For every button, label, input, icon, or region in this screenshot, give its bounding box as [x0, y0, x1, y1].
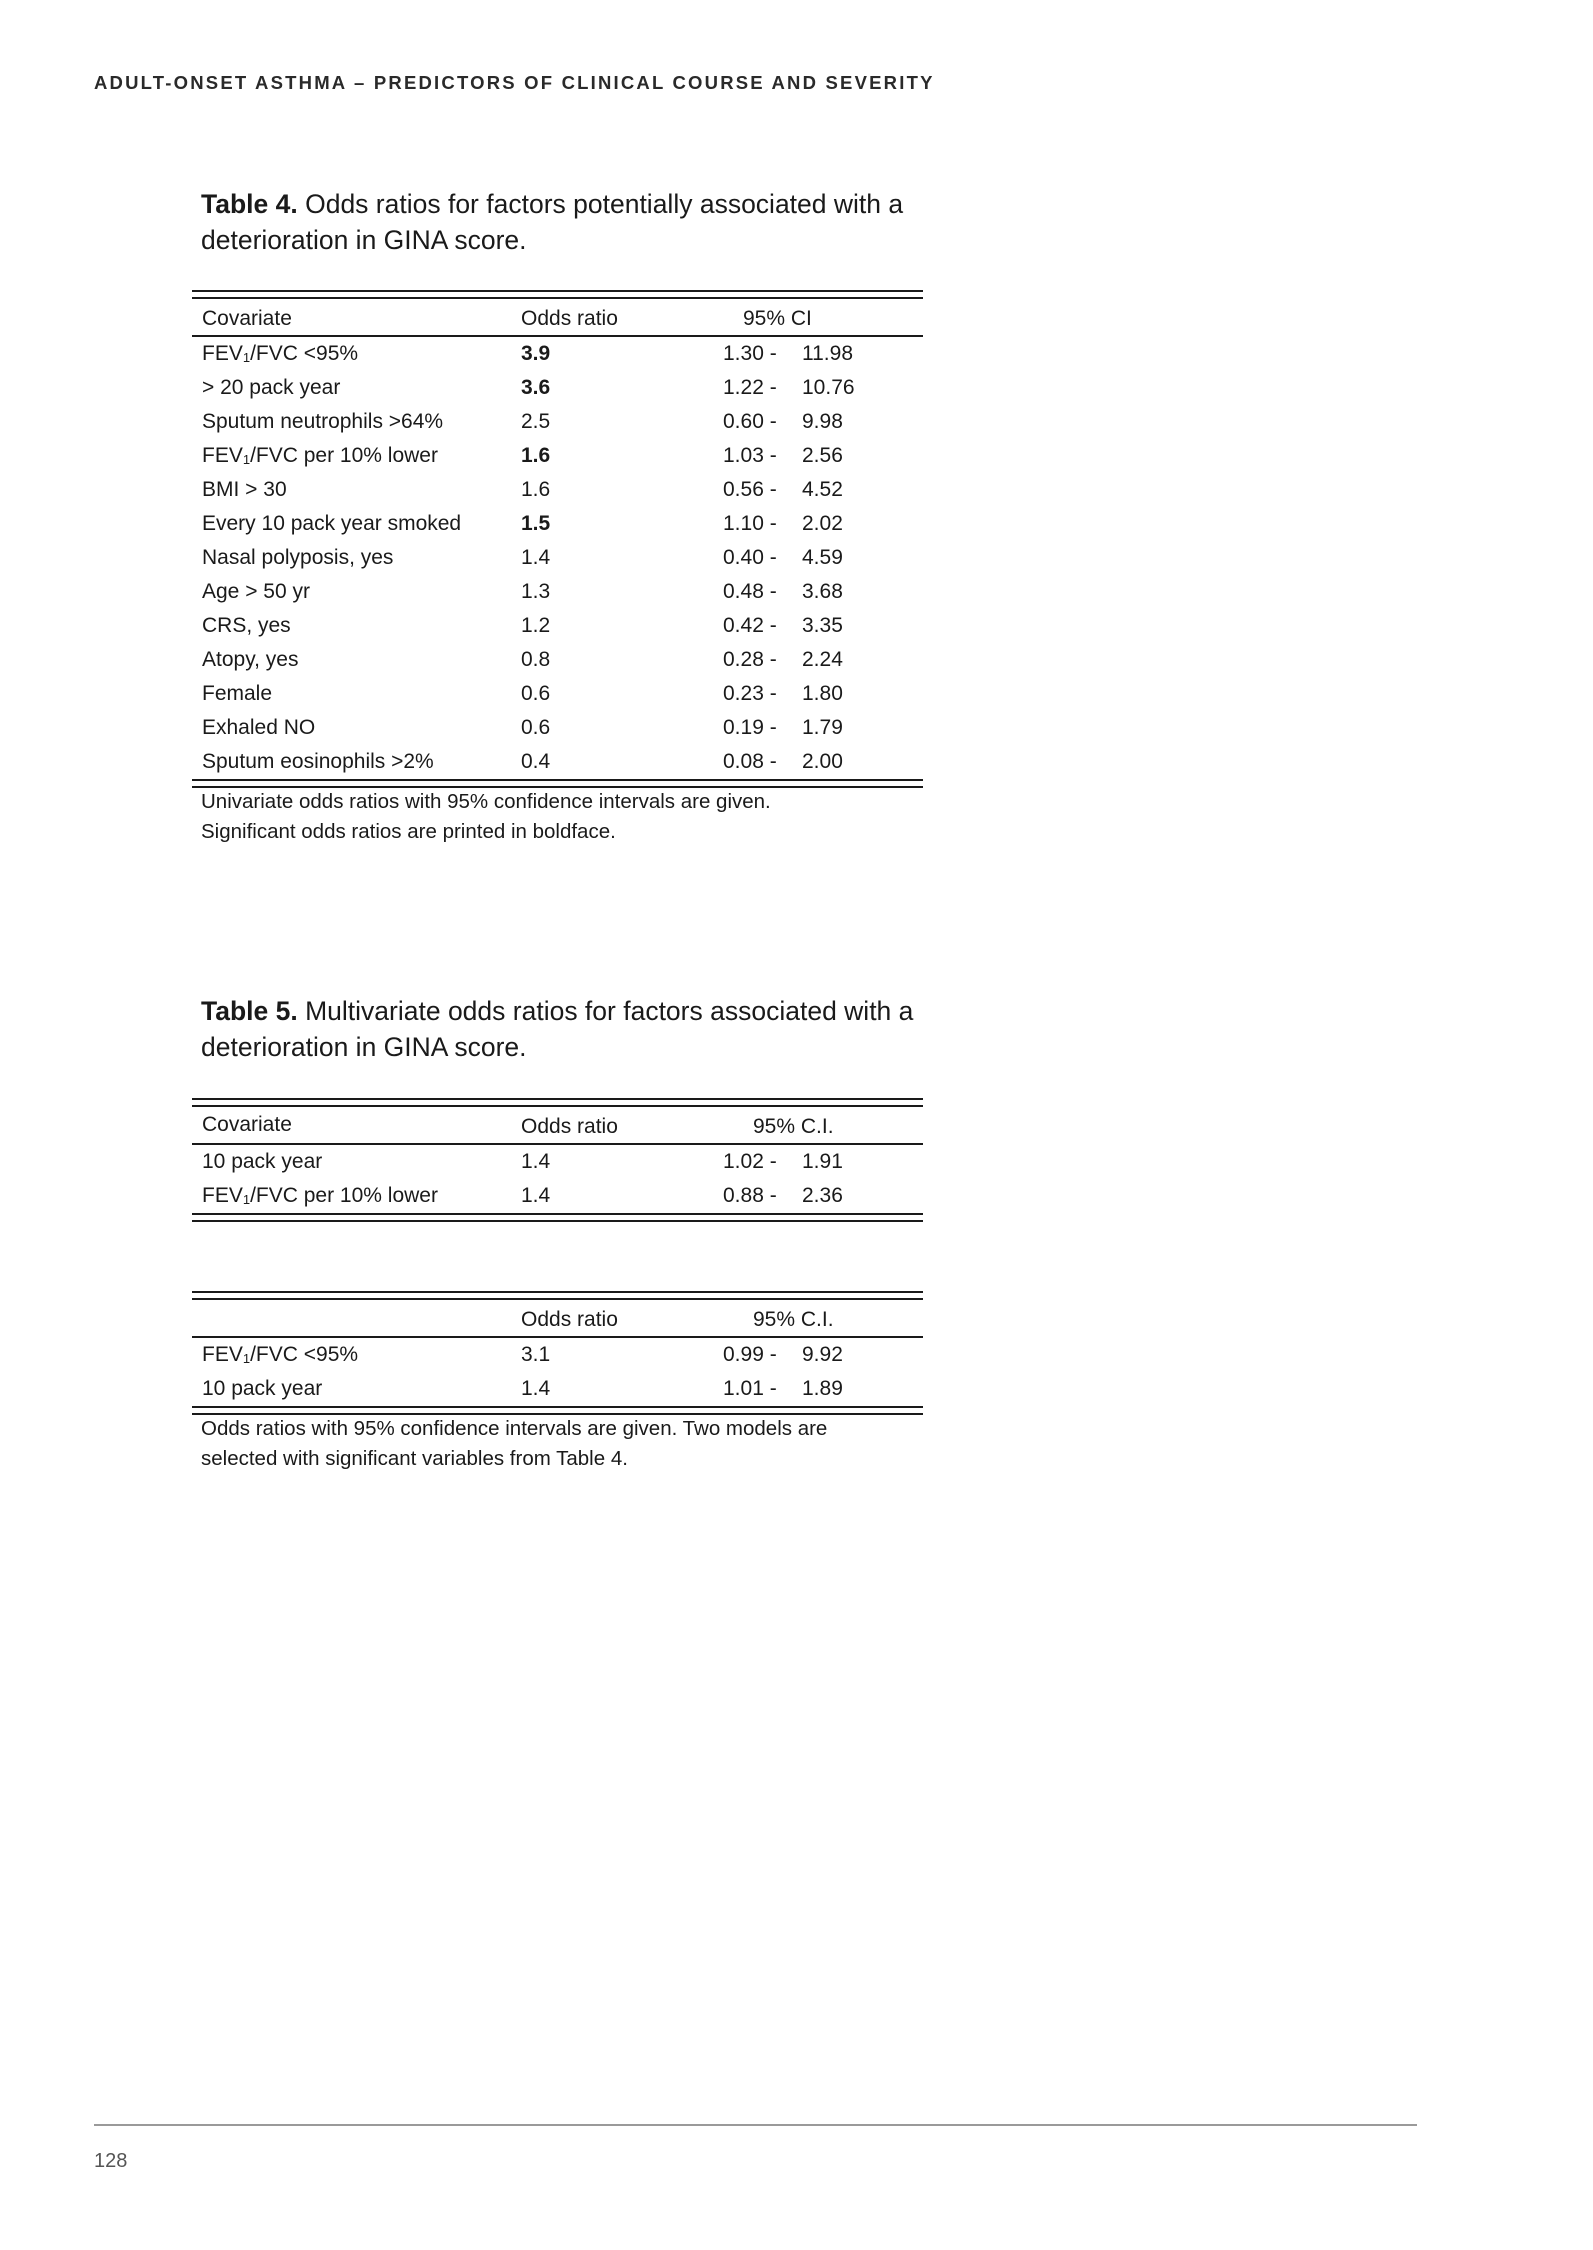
ci-upper-cell: 2.56 — [802, 444, 843, 467]
ci-upper-cell: 3.35 — [802, 614, 843, 637]
table-row — [192, 337, 923, 371]
odds-ratio-cell: 1.4 — [521, 546, 551, 569]
ci-upper-cell: 2.00 — [802, 750, 843, 773]
table-header-row — [192, 1300, 923, 1338]
ci-lower-cell: 1.30 - — [723, 342, 777, 365]
covariate-text-tail: /FVC per 10% lower — [250, 444, 438, 467]
odds-ratio-cell: 0.4 — [521, 750, 551, 773]
ci-upper-cell: 9.98 — [802, 410, 843, 433]
table-row — [192, 1179, 923, 1213]
ci-upper-cell: 2.36 — [802, 1184, 843, 1207]
covariate-text: > 20 pack year — [202, 376, 341, 399]
covariate-cell — [202, 1343, 358, 1367]
covariate-cell — [202, 580, 310, 604]
covariate-text: FEV — [202, 1184, 243, 1207]
table5-title: Multivariate odds ratios for factors associated with a deterioration in GINA score. — [201, 996, 914, 1062]
table-row — [192, 745, 923, 779]
subscript: 1 — [242, 350, 251, 365]
ci-lower-cell: 0.23 - — [723, 682, 777, 705]
covariate-text: Female — [202, 682, 273, 705]
odds-ratio-cell: 1.4 — [521, 1377, 551, 1400]
covariate-text: 10 pack year — [202, 1377, 323, 1400]
table5-model1 — [192, 1098, 923, 1222]
running-head: ADULT-ONSET ASTHMA – PREDICTORS OF CLINICAL COURSE AND SEVERITY — [94, 72, 935, 93]
covariate-text: FEV — [202, 1343, 243, 1366]
ci-lower-cell: 0.60 - — [723, 410, 777, 433]
table-body — [192, 337, 923, 779]
covariate-cell — [202, 1184, 438, 1208]
note-line: selected with significant variables from Table 4. — [201, 1447, 628, 1470]
header-odds-ratio: Odds ratio — [521, 1115, 618, 1138]
covariate-text-tail: /FVC <95% — [250, 342, 359, 365]
ci-lower-cell: 1.01 - — [723, 1377, 777, 1400]
covariate-text: Sputum neutrophils >64% — [202, 410, 444, 433]
ci-upper-cell: 9.92 — [802, 1343, 843, 1366]
odds-ratio-cell: 0.6 — [521, 682, 551, 705]
ci-upper-cell: 4.59 — [802, 546, 843, 569]
header-odds-ratio: Odds ratio — [521, 1308, 618, 1331]
ci-upper-cell: 1.91 — [802, 1150, 843, 1173]
covariate-text-tail: /FVC per 10% lower — [250, 1184, 438, 1207]
covariate-cell — [202, 342, 358, 366]
covariate-cell — [202, 1377, 322, 1401]
covariate-cell — [202, 750, 434, 774]
covariate-text: BMI > 30 — [202, 478, 287, 501]
table-body — [192, 1145, 923, 1213]
covariate-text: FEV — [202, 444, 243, 467]
ci-upper-cell: 11.98 — [802, 342, 853, 365]
covariate-text: Sputum eosinophils >2% — [202, 750, 434, 773]
ci-upper-cell: 1.79 — [802, 716, 843, 739]
odds-ratio-cell: 1.5 — [521, 512, 551, 535]
header-ci: 95% C.I. — [753, 1308, 834, 1331]
table5-note — [201, 1414, 941, 1474]
covariate-cell — [202, 614, 291, 638]
ci-upper-cell: 2.02 — [802, 512, 843, 535]
table4 — [192, 290, 923, 788]
table-row — [192, 541, 923, 575]
odds-ratio-cell: 0.6 — [521, 716, 551, 739]
table-row — [192, 1372, 923, 1406]
header-covariate: Covariate — [202, 1113, 292, 1136]
odds-ratio-cell: 1.3 — [521, 580, 551, 603]
odds-ratio-cell: 2.5 — [521, 410, 551, 433]
ci-upper-cell: 2.24 — [802, 648, 843, 671]
table-row — [192, 609, 923, 643]
table4-caption — [201, 186, 941, 258]
ci-upper-cell: 3.68 — [802, 580, 843, 603]
odds-ratio-cell: 3.6 — [521, 376, 551, 399]
table-row — [192, 711, 923, 745]
table-row — [192, 473, 923, 507]
table-row — [192, 439, 923, 473]
note-line: Odds ratios with 95% confidence intervals are given. Two models are — [201, 1417, 828, 1440]
covariate-text: Every 10 pack year smoked — [202, 512, 462, 535]
odds-ratio-cell: 3.9 — [521, 342, 551, 365]
covariate-cell — [202, 546, 393, 570]
ci-lower-cell: 1.02 - — [723, 1150, 777, 1173]
ci-lower-cell: 1.22 - — [723, 376, 777, 399]
table-header-row — [192, 299, 923, 337]
page-number: 128 — [94, 2150, 128, 2172]
odds-ratio-cell: 1.6 — [521, 478, 551, 501]
table4-title: Odds ratios for factors potentially associated with a deterioration in GINA score. — [201, 189, 904, 255]
table-row — [192, 405, 923, 439]
header-ci: 95% CI — [743, 307, 812, 330]
ci-lower-cell: 1.03 - — [723, 444, 777, 467]
table-top-rule — [192, 290, 923, 299]
table-row — [192, 643, 923, 677]
table-row — [192, 575, 923, 609]
table4-note — [201, 787, 941, 847]
subscript: 1 — [242, 1351, 251, 1366]
odds-ratio-cell: 1.6 — [521, 444, 551, 467]
table5-label: Table 5. — [201, 996, 298, 1026]
ci-upper-cell: 1.80 — [802, 682, 843, 705]
ci-lower-cell: 1.10 - — [723, 512, 777, 535]
covariate-text: FEV — [202, 342, 243, 365]
covariate-text: CRS, yes — [202, 614, 291, 637]
header-ci: 95% C.I. — [753, 1115, 834, 1138]
ci-lower-cell: 0.28 - — [723, 648, 777, 671]
table5-model2 — [192, 1291, 923, 1415]
odds-ratio-cell: 1.2 — [521, 614, 551, 637]
header-covariate: Covariate — [202, 307, 292, 330]
footer-rule — [94, 2124, 1417, 2126]
odds-ratio-cell: 3.1 — [521, 1343, 551, 1366]
table-row — [192, 1145, 923, 1179]
table-header-row — [192, 1107, 923, 1145]
ci-lower-cell: 0.08 - — [723, 750, 777, 773]
table4-label: Table 4. — [201, 189, 298, 219]
ci-lower-cell: 0.88 - — [723, 1184, 777, 1207]
ci-lower-cell: 0.40 - — [723, 546, 777, 569]
ci-lower-cell: 0.48 - — [723, 580, 777, 603]
odds-ratio-cell: 1.4 — [521, 1184, 551, 1207]
covariate-text: Nasal polyposis, yes — [202, 546, 394, 569]
covariate-cell — [202, 410, 443, 434]
covariate-cell — [202, 716, 315, 740]
ci-upper-cell: 10.76 — [802, 376, 855, 399]
table-bottom-rule — [192, 1213, 923, 1222]
covariate-text-tail: /FVC <95% — [250, 1343, 359, 1366]
table-row — [192, 677, 923, 711]
odds-ratio-cell: 0.8 — [521, 648, 551, 671]
ci-upper-cell: 4.52 — [802, 478, 843, 501]
note-line: Univariate odds ratios with 95% confidence intervals are given. — [201, 790, 771, 813]
subscript: 1 — [242, 452, 251, 467]
ci-lower-cell: 0.19 - — [723, 716, 777, 739]
table-top-rule — [192, 1098, 923, 1107]
covariate-cell — [202, 1150, 322, 1174]
table-top-rule — [192, 1291, 923, 1300]
covariate-text: Exhaled NO — [202, 716, 316, 739]
table-row — [192, 371, 923, 405]
ci-lower-cell: 0.99 - — [723, 1343, 777, 1366]
ci-upper-cell: 1.89 — [802, 1377, 843, 1400]
covariate-cell — [202, 512, 461, 536]
covariate-text: Age > 50 yr — [202, 580, 310, 603]
covariate-text: 10 pack year — [202, 1150, 323, 1173]
table-row — [192, 1338, 923, 1372]
note-line: Significant odds ratios are printed in boldface. — [201, 820, 616, 843]
ci-lower-cell: 0.42 - — [723, 614, 777, 637]
table5-caption — [201, 993, 941, 1065]
header-odds-ratio: Odds ratio — [521, 307, 618, 330]
table-body — [192, 1338, 923, 1406]
covariate-cell — [202, 648, 299, 672]
covariate-cell — [202, 444, 438, 468]
covariate-cell — [202, 682, 272, 706]
ci-lower-cell: 0.56 - — [723, 478, 777, 501]
covariate-text: Atopy, yes — [202, 648, 299, 671]
odds-ratio-cell: 1.4 — [521, 1150, 551, 1173]
covariate-cell — [202, 478, 287, 502]
table-row — [192, 507, 923, 541]
subscript: 1 — [242, 1192, 251, 1207]
covariate-cell — [202, 376, 340, 400]
